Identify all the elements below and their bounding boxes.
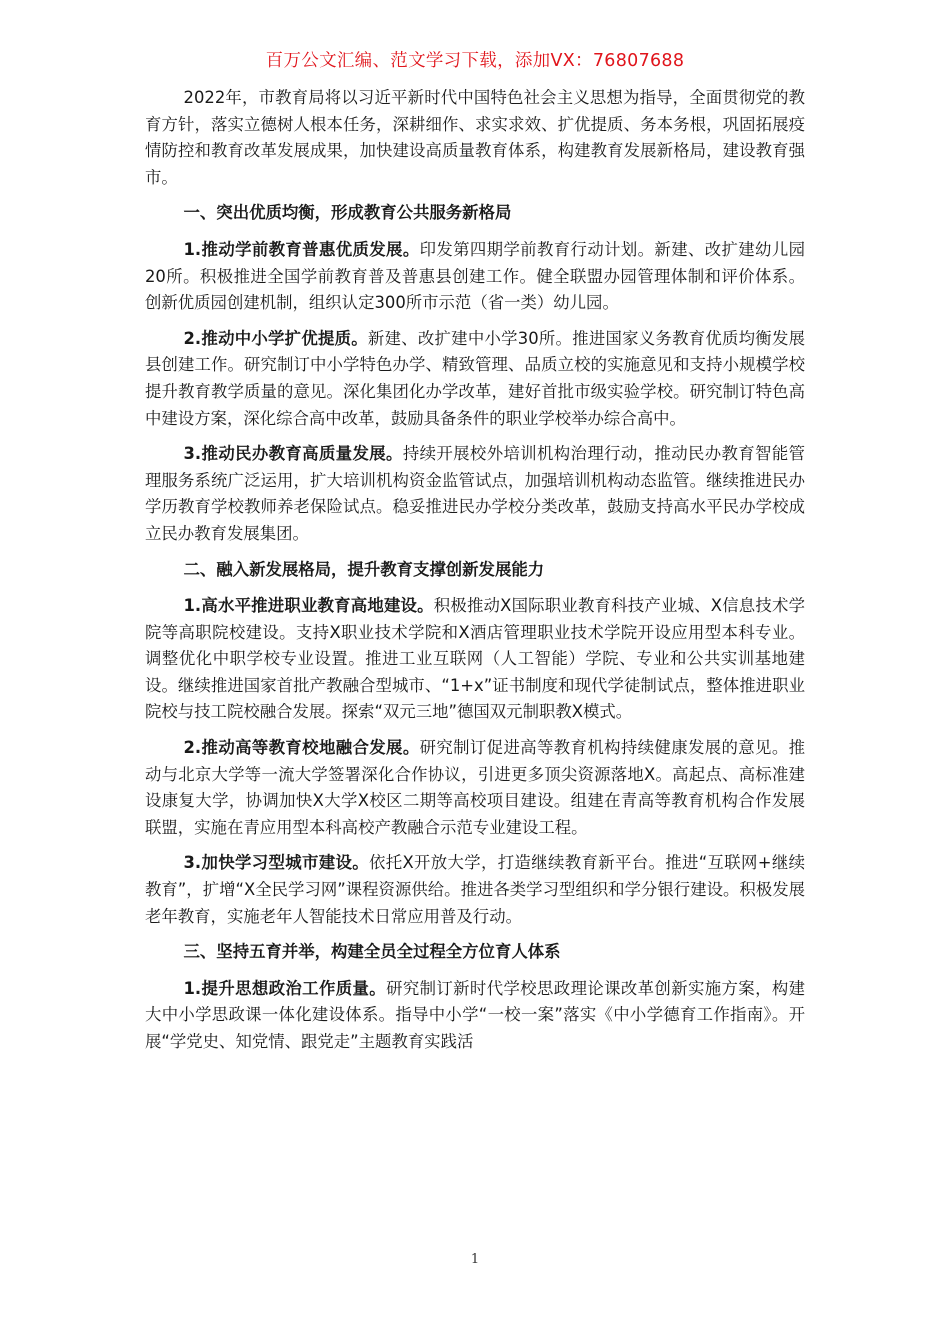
paragraph-text: 新建、改扩建中小学30所。推进国家义务教育优质均衡发展县创建工作。研究制订中小学特色办学、精致管理、品质立校的实施意见和支持小规模学校提升教育教学质量的意见。深化集团化办学改革，建好首批市级实验学校。研究制订特色高中建设方案，深化综合高中改革，鼓励具备条件的职业学校举办综合高中。 [145, 328, 805, 428]
paragraph-lead: 3.推动民办教育高质量发展。 [183, 444, 403, 464]
section-heading-1: 一、突出优质均衡，形成教育公共服务新格局 [183, 203, 512, 223]
paragraph-text: 研究制订促进高等教育机构持续健康发展的意见。推动与北京大学等一流大学签署深化合作协议，引进更多顶尖资源落地X。高起点、高标准建设康复大学，协调加快X大学X校区二期等高校项目建设。组建在青高等教育机构合作发展联盟，实施在青应用型本科高校产教融合示范专业建设工程。 [145, 738, 805, 837]
document-body [145, 85, 805, 1065]
paragraph-lead: 2.推动中小学扩优提质。 [183, 328, 368, 348]
body-paragraph [145, 441, 805, 547]
section-heading-3: 三、坚持五育并举，构建全员全过程全方位育人体系 [183, 942, 561, 962]
watermark-banner: 百万公文汇编、范文学习下载，添加VX：76807688 [265, 51, 685, 71]
paragraph-text: 2022年，市教育局将以习近平新时代中国特色社会主义思想为指导，全面贯彻党的教育方针，落实立德树人根本任务，深耕细作、求实求效、扩优提质、务本务根，巩固拓展疫情防控和教育改革发展成果，加快建设高质量教育体系，构建教育发展新格局，建设教育强市。 [145, 88, 805, 187]
paragraph-lead: 1.提升思想政治工作质量。 [183, 978, 387, 998]
paragraph-lead: 1.高水平推进职业教育高地建设。 [183, 596, 434, 616]
intro-paragraph [145, 85, 805, 191]
paragraph-text: 依托X开放大学，打造继续教育新平台。推进“互联网+继续教育”，扩增“X全民学习网”课程资源供给。推进各类学习型组织和学分银行建设。积极发展老年教育，实施老年人智能技术日常应用普及行动。 [145, 853, 805, 926]
section-heading-2: 二、融入新发展格局，提升教育支撑创新发展能力 [183, 559, 545, 579]
paragraph-text: 积极推动X国际职业教育科技产业城、X信息技术学院等高职院校建设。支持X职业技术学院和X酒店管理职业技术学院开设应用型本科专业。调整优化中职学校专业设置。推进工业互联网（人工智能）学院、专业和公共实训基地建设。继续推进国家首批产教融合型城市、“1+x”证书制度和现代学徒制试点，整体推进职业院校与技工院校融合发展。探索“双元三地”德国双元制职教X模式。 [145, 596, 805, 722]
body-paragraph [145, 593, 805, 726]
body-paragraph [145, 237, 805, 317]
body-paragraph [145, 976, 805, 1056]
body-paragraph [145, 735, 805, 841]
paragraph-text: 研究制订新时代学校思政理论课改革创新实施方案，构建大中小学思政课一体化建设体系。指导中小学“一校一案”落实《中小学德育工作指南》。开展“学党史、知党情、跟党走”主题教育实践活 [145, 978, 806, 1051]
page-number: 1 [470, 1252, 480, 1267]
paragraph-lead: 1.推动学前教育普惠优质发展。 [183, 239, 420, 259]
paragraph-lead: 3.加快学习型城市建设。 [183, 853, 369, 873]
paragraph-text: 印发第四期学前教育行动计划。新建、改扩建幼儿园20所。积极推进全国学前教育普及普惠县创建工作。健全联盟办园管理体制和评价体系。创新优质园创建机制，组织认定300所市示范（省一类）幼儿园。 [145, 239, 805, 313]
paragraph-lead: 2.推动高等教育校地融合发展。 [183, 738, 420, 758]
body-paragraph [145, 850, 805, 930]
paragraph-text: 持续开展校外培训机构治理行动，推动民办教育智能管理服务系统广泛运用，扩大培训机构资金监管试点，加强培训机构动态监管。继续推进民办学历教育学校教师养老保险试点。稳妥推进民办学校分类改革，鼓励支持高水平民办学校成立民办教育发展集团。 [145, 444, 805, 543]
body-paragraph [145, 326, 805, 432]
